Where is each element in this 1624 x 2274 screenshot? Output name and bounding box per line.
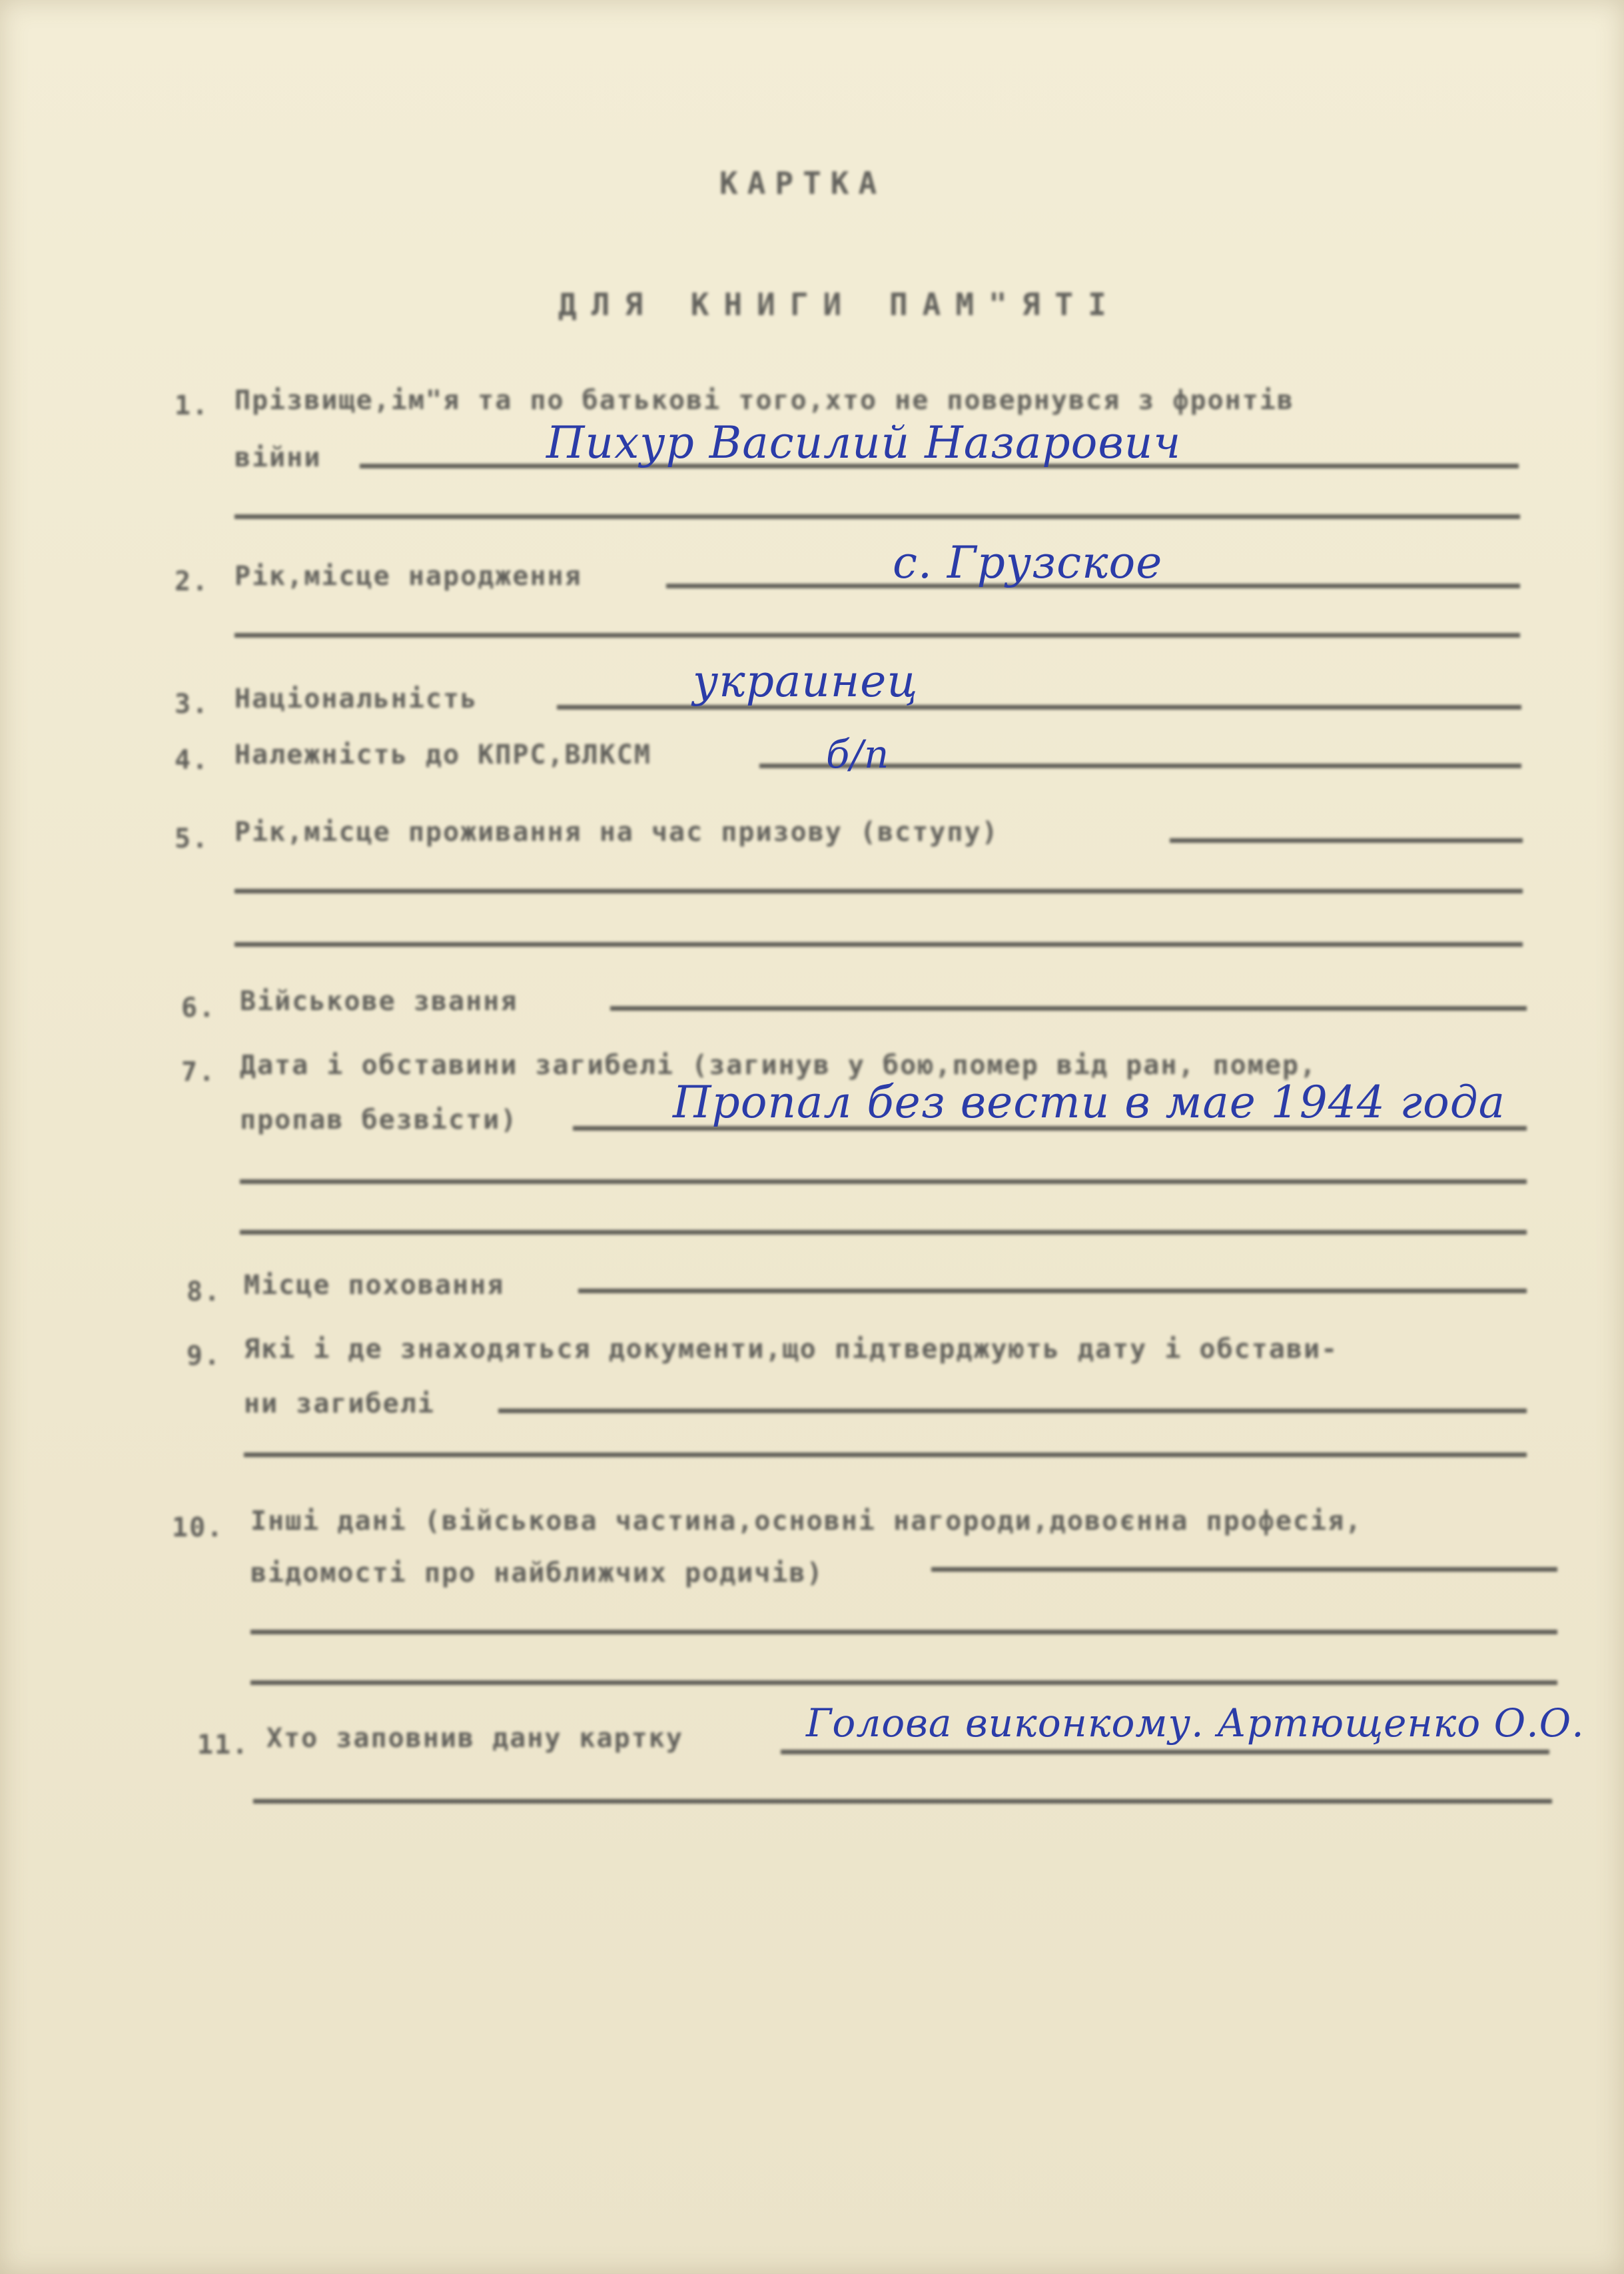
field-label: Військове звання	[240, 986, 518, 1017]
fill-line	[234, 889, 1523, 893]
handwritten-party: б/п	[826, 732, 890, 777]
fill-line	[1170, 838, 1523, 843]
field-number: 4.	[175, 745, 210, 776]
handwritten-birthplace: с. Грузское	[893, 537, 1163, 588]
field-label-cont: війни	[234, 442, 322, 473]
fill-line	[250, 1630, 1557, 1634]
fill-line	[253, 1799, 1552, 1804]
field-number: 1.	[175, 390, 210, 421]
field-label: Рік,місце проживання на час призову (вступу)	[234, 817, 999, 848]
field-number: 6.	[181, 993, 216, 1023]
fill-line	[234, 942, 1523, 947]
field-number: 11.	[197, 1730, 250, 1760]
page-subtitle: ДЛЯ КНИГИ ПАМ"ЯТІ	[558, 286, 1121, 322]
fill-line	[610, 1006, 1527, 1011]
field-label: Рік,місце народження	[234, 561, 582, 592]
field-number: 9.	[187, 1341, 222, 1371]
handwritten-name: Пихур Василий Назарович	[546, 417, 1182, 468]
field-label: Місце поховання	[244, 1270, 505, 1301]
fill-line	[244, 1452, 1527, 1457]
field-label: Інші дані (військова частина,основні нагороди,довоєнна професія,	[250, 1506, 1363, 1536]
field-number: 7.	[181, 1057, 216, 1087]
field-label: Які і де знаходяться документи,що підтверджують дату і обстави-	[244, 1334, 1339, 1365]
field-number: 5.	[175, 824, 210, 854]
handwritten-filled-by: Голова виконкому. Артющенко О.О.	[806, 1700, 1585, 1746]
field-number: 3.	[175, 689, 210, 720]
page-title: КАРТКА	[719, 165, 887, 201]
field-number: 8.	[187, 1277, 222, 1307]
field-number: 10.	[172, 1512, 224, 1543]
field-label: Національність	[234, 684, 478, 714]
fill-line	[240, 1230, 1527, 1235]
field-label-cont: відомості про найближчих родичів)	[250, 1558, 824, 1588]
fill-line	[498, 1409, 1527, 1413]
field-label: Належність до КПРС,ВЛКСМ	[234, 740, 651, 770]
field-label-cont: пропав безвісти)	[240, 1105, 518, 1135]
fill-line	[250, 1680, 1557, 1685]
fill-line	[931, 1567, 1557, 1572]
field-label: Дата і обставини загибелі (загинув у бою,помер від ран, помер,	[240, 1050, 1318, 1081]
field-label-cont: ни загибелі	[244, 1389, 435, 1419]
field-number: 2.	[175, 566, 210, 597]
field-label: Прізвище,ім"я та по батькові того,хто не повернувся з фронтів	[234, 385, 1295, 416]
handwritten-nationality: украинец	[693, 656, 919, 707]
fill-line	[781, 1750, 1549, 1754]
fill-line	[234, 514, 1520, 519]
handwritten-circumstances: Пропал без вести в мае 1944 года	[673, 1077, 1505, 1128]
fill-line	[240, 1179, 1527, 1184]
fill-line	[234, 633, 1520, 638]
fill-line	[578, 1289, 1527, 1293]
field-label: Хто заповнив дану картку	[266, 1723, 683, 1754]
